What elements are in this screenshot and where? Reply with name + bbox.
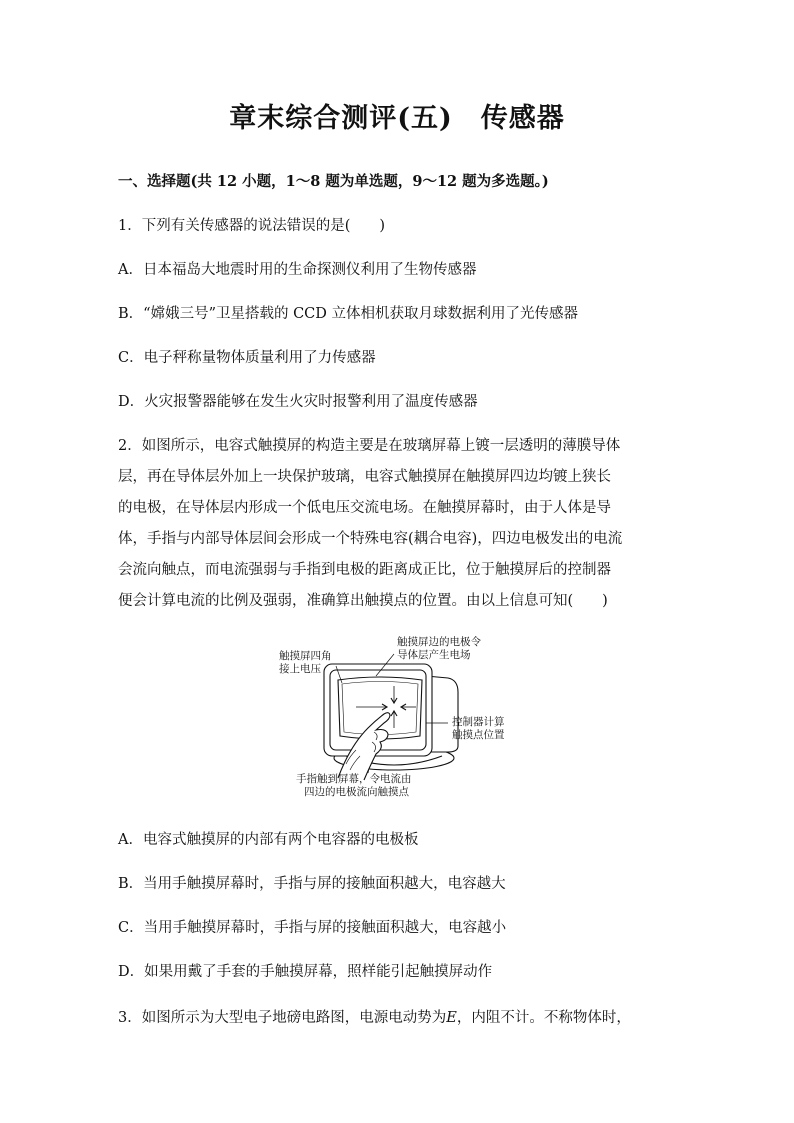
emf-symbol: E bbox=[446, 1010, 457, 1026]
q2-stem-line-3: 的电极，在导体层内形成一个低电压交流电场。在触摸屏幕时，由于人体是导 bbox=[118, 500, 611, 516]
caption-finger-touch: 手指触到屏幕，令电流由 四边的电极流向触摸点 bbox=[296, 773, 412, 798]
q2-option-a: A．电容式触摸屏的内部有两个电容器的电极板 bbox=[118, 832, 419, 848]
q2-stem-line-1: 2．如图所示，电容式触摸屏的构造主要是在玻璃屏幕上镀一层透明的薄膜导体 bbox=[118, 438, 621, 454]
q2-stem-line-6: 便会计算电流的比例及强弱，准确算出触摸点的位置。由以上信息可知( ) bbox=[118, 593, 608, 609]
q2-stem-line-4: 体，手指与内部导体层间会形成一个特殊电容(耦合电容)，四边电极发出的电流 bbox=[118, 531, 623, 547]
q1-option-c: C．电子秤称量物体质量利用了力传感器 bbox=[118, 350, 376, 366]
q1-option-d: D．火灾报警器能够在发生火灾时报警利用了温度传感器 bbox=[118, 394, 478, 410]
q2-stem-line-5: 会流向触点，而电流强弱与手指到电极的距离成正比，位于触摸屏后的控制器 bbox=[118, 562, 611, 578]
touchscreen-figure bbox=[276, 628, 521, 803]
q1-stem: 1．下列有关传感器的说法错误的是( ) bbox=[118, 218, 386, 234]
q2-option-c: C．当用手触摸屏幕时，手指与屏的接触面积越大，电容越小 bbox=[118, 920, 507, 936]
q2-option-b: B．当用手触摸屏幕时，手指与屏的接触面积越大，电容越大 bbox=[118, 876, 506, 892]
caption-edge-electrode: 触摸屏边的电极令 导体层产生电场 bbox=[397, 636, 481, 661]
caption-corner-voltage: 触摸屏四角 接上电压 bbox=[279, 650, 332, 675]
q2-stem-line-2: 层，再在导体层外加上一块保护玻璃，电容式触摸屏在触摸屏四边均镀上狭长 bbox=[118, 469, 611, 485]
section-heading: 一、选择题(共 12 小题，1～8 题为单选题，9～12 题为多选题。) bbox=[118, 173, 549, 190]
page-title: 章末综合测评(五) 传感器 bbox=[229, 103, 565, 134]
q3-stem: 3．如图所示为大型电子地磅电路图，电源电动势为E，内阻不计。不称物体时， bbox=[118, 1010, 631, 1026]
caption-controller: 控制器计算 触摸点位置 bbox=[452, 716, 505, 741]
q1-option-b: B．“嫦娥三号”卫星搭载的 CCD 立体相机获取月球数据利用了光传感器 bbox=[118, 306, 579, 322]
q2-option-d: D．如果用戴了手套的手触摸屏幕，照样能引起触摸屏动作 bbox=[118, 964, 493, 980]
q1-option-a: A．日本福岛大地震时用的生命探测仪利用了生物传感器 bbox=[118, 262, 477, 278]
